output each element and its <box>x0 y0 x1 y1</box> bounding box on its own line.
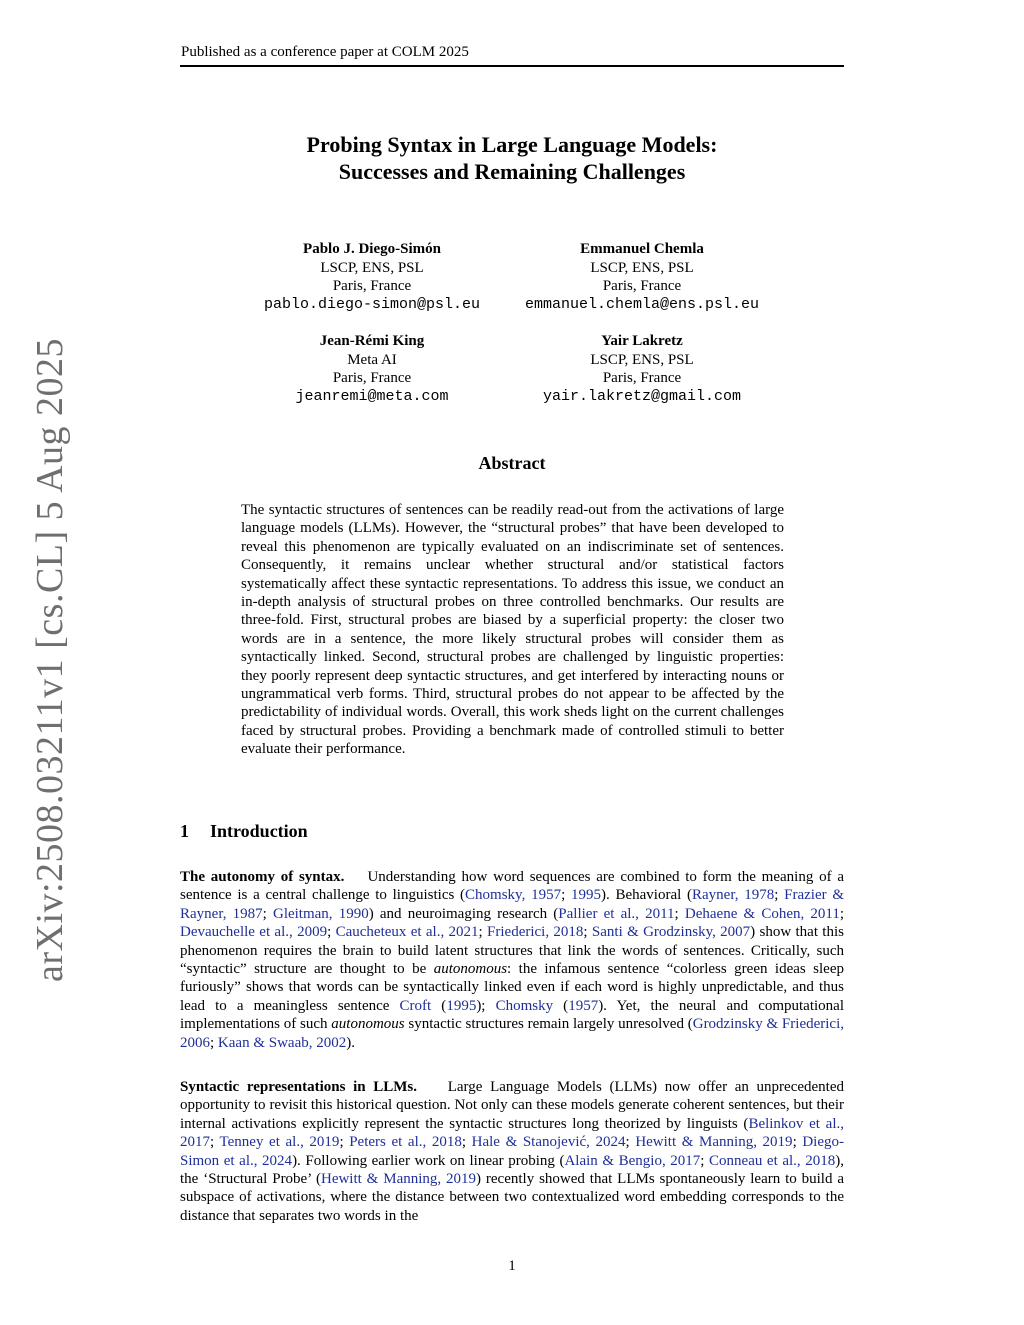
text: ( <box>431 997 447 1014</box>
citation-link[interactable]: Kaan & Swaab, 2002 <box>217 1034 347 1051</box>
header-rule <box>180 65 844 67</box>
citation-link[interactable]: Frazier & Rayner, 1987 <box>180 887 844 922</box>
author-block <box>232 332 512 406</box>
section-title: Introduction <box>210 821 308 841</box>
text: ; <box>478 924 488 941</box>
citation-link[interactable]: 1957 <box>568 997 599 1014</box>
author-email[interactable]: jeanremi@meta.com <box>295 387 449 405</box>
text: Large Language Models (LLMs) now offer an unprecedented opportunity to revisit this historical question. Not only can these models generate coherent sentences, but their internal activations explicitly represent the syntactic structures long theorized by linguists ( <box>180 1079 845 1132</box>
citation-link[interactable]: Tenney et al., 2019 <box>219 1134 340 1151</box>
citation-link[interactable]: Pallier et al., 2011 <box>558 905 675 922</box>
section-number: 1 <box>180 821 189 841</box>
citation-link[interactable]: Grodzinsky & Friederici, 2006 <box>180 1016 844 1051</box>
paragraph-autonomy <box>180 868 844 1052</box>
text: ; <box>839 905 845 922</box>
author-block <box>502 332 782 406</box>
author-block <box>502 240 782 314</box>
author-affiliation: LSCP, ENS, PSL <box>590 351 694 368</box>
text: ). Behavioral ( <box>600 887 693 904</box>
text: ; <box>461 1134 472 1151</box>
citation-link[interactable]: Chomsky <box>495 997 554 1014</box>
text: ). Following earlier work on linear probing ( <box>292 1152 565 1169</box>
author-location: Paris, France <box>332 278 412 294</box>
author-email[interactable]: pablo.diego-simon@psl.eu <box>263 295 481 313</box>
citation-link[interactable]: Chomsky, 1957 <box>465 887 562 904</box>
author-affiliation: LSCP, ENS, PSL <box>590 259 694 276</box>
paper-title <box>180 131 844 185</box>
arxiv-identifier: arXiv:2508.03211v1 [cs.CL] 5 Aug 2025 <box>29 337 71 983</box>
text: ; <box>262 905 273 922</box>
citation-link[interactable]: Hewitt & Manning, 2019 <box>635 1134 793 1151</box>
citation-link[interactable]: 1995 <box>446 997 477 1014</box>
author-location: Paris, France <box>332 370 412 386</box>
text: ; <box>327 924 336 941</box>
author-affiliation: LSCP, ENS, PSL <box>320 259 424 276</box>
text: ; <box>583 924 592 941</box>
text: ; <box>774 887 785 904</box>
author-name: Emmanuel Chemla <box>580 241 704 257</box>
text: Understanding how word sequences are combined to form the meaning of a sentence is a central challenge to linguistics ( <box>180 869 844 904</box>
text: ; <box>339 1134 350 1151</box>
abstract-body: The syntactic structures of sentences can be readily read-out from the activations of large language models (LLMs). However, the “structural probes” that have been developed to reveal this phenomenon are typically evaluated on an indiscriminate set of sentences. Consequently, it remains unclear whether structural and/or statistical factors systematically affect these syntactic representations. To address this issue, we conduct an in-depth analysis of structural probes on three controlled benchmarks. Our results are three-fold. First, structural probes are biased by a superficial property: the closer two words are in a sentence, the more likely structural probes will consider them as syntactically linked. Second, structural probes are challenged by linguistic properties: they poorly represent deep syntactic structures, and get interfered by interacting nouns or ungrammatical verb forms. Third, structural probes do not appear to be affected by the predictability of individual words. Overall, this work sheds light on the current challenges faced by structural probes. Providing a benchmark made of controlled stimuli to better evaluate their performance. <box>241 502 784 758</box>
running-header: Published as a conference paper at COLM 2025 <box>181 44 469 60</box>
text: ; <box>210 1134 220 1151</box>
citation-link[interactable]: Alain & Bengio, 2017 <box>564 1152 701 1169</box>
text: ); <box>476 997 496 1014</box>
text: ; <box>210 1034 218 1051</box>
text: ; <box>792 1134 803 1151</box>
text: syntactic structures remain largely unresolved ( <box>404 1016 693 1033</box>
text: ) and neuroimaging research ( <box>368 905 559 922</box>
citation-link[interactable]: Conneau et al., 2018 <box>709 1152 836 1169</box>
text: ). Yet, the neural and computational implementations of such <box>180 997 844 1033</box>
citation-link[interactable]: 1995 <box>570 887 601 904</box>
author-affiliation: Meta AI <box>347 351 397 368</box>
paragraph-llm-syntax <box>180 1078 844 1225</box>
citation-link[interactable]: Croft <box>399 997 432 1014</box>
citation-link[interactable]: Peters et al., 2018 <box>349 1134 462 1151</box>
citation-link[interactable]: Rayner, 1978 <box>692 887 775 904</box>
text: ( <box>553 997 569 1014</box>
author-block <box>232 240 512 314</box>
author-name: Yair Lakretz <box>601 333 683 349</box>
title-line-1: Probing Syntax in Large Language Models: <box>306 132 718 157</box>
text: ). <box>346 1034 355 1051</box>
author-name: Jean-Rémi King <box>319 333 425 349</box>
citation-link[interactable]: Gleitman, 1990 <box>272 905 369 922</box>
text: : the infamous sentence “colorless green ideas sleep furiously” shows that words can be syntactically linked even if each word is highly unpredictable, and thus lead to a meaningless sentence <box>180 961 844 1014</box>
title-line-2: Successes and Remaining Challenges <box>338 159 686 184</box>
citation-link[interactable]: Belinkov et al., 2017 <box>180 1115 844 1151</box>
citation-link[interactable]: Santi & Grodzinsky, 2007 <box>591 924 751 941</box>
citation-link[interactable]: Caucheteux et al., 2021 <box>335 924 479 941</box>
paragraph-lead: Syntactic representations in LLMs. <box>180 1079 418 1095</box>
paragraph-lead: The autonomy of syntax. <box>180 869 345 885</box>
author-email[interactable]: yair.lakretz@gmail.com <box>542 387 742 405</box>
emphasis: autonomous <box>433 961 508 978</box>
citation-link[interactable]: Diego-Simon et al., 2024 <box>180 1134 844 1169</box>
author-location: Paris, France <box>602 278 682 294</box>
citation-link[interactable]: Hale & Stanojević, 2024 <box>471 1134 626 1151</box>
page-number: 1 <box>508 1258 516 1274</box>
text: ; <box>674 905 685 922</box>
text: ; <box>625 1134 636 1151</box>
emphasis: autonomous <box>331 1016 405 1033</box>
author-name: Pablo J. Diego-Simón <box>303 241 441 257</box>
citation-link[interactable]: Dehaene & Cohen, 2011 <box>684 905 840 922</box>
citation-link[interactable]: Friederici, 2018 <box>487 924 584 941</box>
abstract-heading: Abstract <box>478 453 546 473</box>
author-email[interactable]: emmanuel.chemla@ens.psl.eu <box>524 295 760 313</box>
text: ) recently showed that LLMs spontaneously learn to build a subspace of activations, where the distance between two contextualized word embedding corresponds to the distance that separates two words in the <box>180 1171 845 1224</box>
text: ; <box>561 887 571 904</box>
text: ) show that this phenomenon requires the brain to build latent structures that link the words of sentences. Critically, such “syntactic” structure are thought to be <box>180 924 844 978</box>
citation-link[interactable]: Devauchelle et al., 2009 <box>180 924 328 941</box>
text: ), the ‘Structural Probe’ ( <box>180 1152 844 1188</box>
text: ; <box>700 1152 710 1169</box>
section-heading <box>180 821 308 842</box>
citation-link[interactable]: Hewitt & Manning, 2019 <box>320 1171 477 1188</box>
author-location: Paris, France <box>602 370 682 386</box>
